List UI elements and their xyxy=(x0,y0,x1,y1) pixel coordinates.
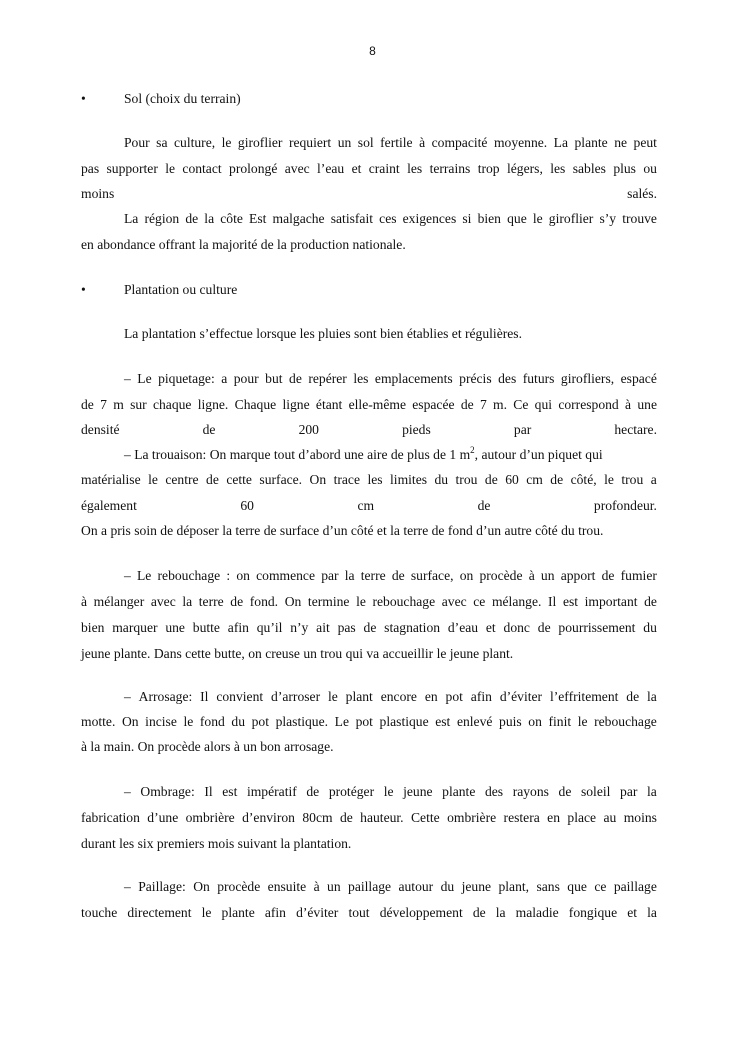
word: centre xyxy=(165,472,199,487)
word: de xyxy=(363,620,377,635)
word: mélanger xyxy=(93,594,145,609)
word: donc xyxy=(503,620,530,635)
word: motte. xyxy=(81,714,116,729)
word: le xyxy=(327,689,338,704)
word: – xyxy=(124,371,131,386)
word: jeune xyxy=(403,784,433,799)
word: mélange. xyxy=(491,594,542,609)
word: étant xyxy=(315,397,343,412)
word: le xyxy=(577,714,588,729)
word: pot xyxy=(445,689,463,704)
word: la xyxy=(495,905,506,920)
word: de xyxy=(477,498,491,513)
word: paillage xyxy=(348,879,392,894)
word: La xyxy=(553,135,569,150)
word: que xyxy=(567,879,587,894)
word: surface. xyxy=(259,472,303,487)
word: pas xyxy=(337,620,356,635)
word: – xyxy=(124,689,131,704)
word: cette xyxy=(226,472,252,487)
word: 60 xyxy=(505,472,519,487)
word: densité xyxy=(81,422,120,437)
word: région xyxy=(144,211,180,226)
word: hectare. xyxy=(614,422,657,437)
word: avec xyxy=(441,594,467,609)
word: ce xyxy=(473,594,486,609)
word: but xyxy=(265,371,283,386)
word: un xyxy=(540,568,555,583)
word: enlevé xyxy=(456,714,493,729)
paragraph-line xyxy=(81,809,657,827)
paragraph-line xyxy=(81,878,657,896)
paragraph-line xyxy=(81,593,657,611)
word: convient xyxy=(216,689,264,704)
word: légers, xyxy=(506,161,543,176)
paragraph-line: jeune plante. Dans cette butte, on creuse un trou qui va accueillir le jeune plant. xyxy=(81,646,514,661)
word: plante xyxy=(442,784,476,799)
paragraph-line xyxy=(81,421,657,439)
word: procède xyxy=(479,568,523,583)
word: ensuite xyxy=(267,879,307,894)
word: afin xyxy=(470,689,492,704)
word: de xyxy=(289,371,302,386)
word: de xyxy=(81,397,94,412)
word: du xyxy=(440,879,455,894)
word: le xyxy=(604,472,614,487)
word: ait xyxy=(316,620,330,635)
word: fond. xyxy=(249,594,279,609)
word: en xyxy=(547,810,561,825)
word: le xyxy=(165,161,176,176)
word: On xyxy=(284,594,302,609)
word: procède xyxy=(217,879,261,894)
word: trouve xyxy=(622,211,657,226)
word: m xyxy=(113,397,124,412)
word: Pour xyxy=(124,135,150,150)
word: d’éviter xyxy=(296,905,339,920)
word: la xyxy=(647,905,657,920)
word: pour xyxy=(233,371,259,386)
word: craint xyxy=(368,161,400,176)
bullet-icon: • xyxy=(81,282,86,297)
word: limites xyxy=(390,472,428,487)
paragraph-line xyxy=(81,688,657,706)
word: du xyxy=(434,472,449,487)
word: si xyxy=(462,211,472,226)
word: les xyxy=(353,371,369,386)
text-segment: – La trouaison: On marque tout d’abord une aire de plus de 1 m xyxy=(124,447,471,462)
word: pieds xyxy=(402,422,431,437)
bullet-heading-plantation xyxy=(81,281,657,299)
section-title: Sol (choix du terrain) xyxy=(124,91,241,106)
word: trace xyxy=(333,472,360,487)
word: qui xyxy=(534,397,553,412)
word: salés. xyxy=(627,186,657,201)
word: l’effritement xyxy=(549,689,619,704)
paragraph-line xyxy=(81,210,657,228)
word: maladie xyxy=(515,905,559,920)
word: précis xyxy=(459,371,492,386)
word: encore xyxy=(380,689,417,704)
word: on xyxy=(528,714,542,729)
word: du xyxy=(643,620,657,635)
word: le xyxy=(532,211,543,226)
word: butte xyxy=(192,620,220,635)
word: de xyxy=(206,472,219,487)
word: de xyxy=(460,397,474,412)
word: pot xyxy=(355,714,373,729)
word: espacé xyxy=(620,371,657,386)
word: la xyxy=(646,784,657,799)
word: de xyxy=(391,568,405,583)
word: également xyxy=(81,498,137,513)
word: terrains xyxy=(429,161,471,176)
word: la xyxy=(204,211,215,226)
word: soleil xyxy=(580,784,611,799)
word: trou xyxy=(455,472,478,487)
word: une xyxy=(637,397,657,412)
word: le xyxy=(148,472,158,487)
word: fumier xyxy=(620,568,657,583)
paragraph-line xyxy=(81,134,657,152)
word: la xyxy=(344,568,355,583)
word: de xyxy=(558,784,572,799)
word: s’y xyxy=(599,211,617,226)
word: emplacements xyxy=(374,371,453,386)
word: est xyxy=(562,594,579,609)
word: à xyxy=(313,879,320,894)
word: est xyxy=(222,784,238,799)
word: profondeur. xyxy=(593,498,657,513)
word: le xyxy=(356,594,366,609)
word: cm xyxy=(526,472,543,487)
word: côté, xyxy=(570,472,597,487)
word: Il xyxy=(204,784,213,799)
word: des xyxy=(484,784,504,799)
word: afin xyxy=(264,905,286,920)
word: on xyxy=(236,568,250,583)
word: directement xyxy=(127,905,192,920)
word: moins xyxy=(81,186,115,201)
word: hauteur. xyxy=(360,810,404,825)
paragraph-line xyxy=(81,567,657,585)
word: du xyxy=(231,714,245,729)
page-number: 8 xyxy=(369,44,376,58)
word: 60 xyxy=(240,498,254,513)
word: d’éviter xyxy=(499,689,543,704)
word: en xyxy=(424,689,438,704)
word: d’arroser xyxy=(271,689,321,704)
word: exigences xyxy=(402,211,457,226)
word: sa xyxy=(156,135,168,150)
paragraph-line xyxy=(81,904,657,922)
word: à xyxy=(419,135,426,150)
word: Paillage: xyxy=(138,879,186,894)
word: 7 xyxy=(100,397,107,412)
word: trou xyxy=(621,472,644,487)
word: apport xyxy=(560,568,596,583)
word: que xyxy=(507,211,527,226)
word: de xyxy=(550,472,564,487)
word: de xyxy=(185,211,199,226)
word: ligne. xyxy=(197,397,229,412)
word: pot xyxy=(251,714,269,729)
word: de xyxy=(230,594,244,609)
word: restera xyxy=(503,810,540,825)
word: giroflier xyxy=(548,211,594,226)
word: à xyxy=(81,594,88,609)
word: qu’il xyxy=(256,620,283,635)
word: les xyxy=(407,161,423,176)
word: a xyxy=(650,472,657,487)
word: rebouchage xyxy=(157,568,221,583)
word: sol xyxy=(357,135,374,150)
word: d’eau xyxy=(447,620,479,635)
word: place xyxy=(567,810,597,825)
word: terre xyxy=(198,594,224,609)
word: afin xyxy=(227,620,249,635)
word: Le xyxy=(334,714,349,729)
word: plante xyxy=(574,135,608,150)
paragraph-line: en abondance offrant la majorité de la production nationale. xyxy=(81,237,406,252)
word: les xyxy=(550,161,566,176)
word: terre xyxy=(360,568,386,583)
word: termine xyxy=(307,594,350,609)
word: jeune xyxy=(461,879,492,894)
word: ces xyxy=(379,211,397,226)
word: par xyxy=(620,784,638,799)
word: rebouchage xyxy=(594,714,657,729)
word: peut xyxy=(633,135,657,150)
word: touche xyxy=(81,905,118,920)
word: n’y xyxy=(290,620,309,635)
word: Est xyxy=(249,211,267,226)
word: l’eau xyxy=(317,161,345,176)
word: giroflier xyxy=(237,135,283,150)
word: de xyxy=(306,784,320,799)
word: bien xyxy=(477,211,501,226)
word: le xyxy=(183,714,194,729)
word: par xyxy=(513,422,532,437)
word: plant xyxy=(345,689,373,704)
word: de xyxy=(484,472,498,487)
word: ombrière xyxy=(185,810,235,825)
word: – xyxy=(124,784,131,799)
paragraph-line xyxy=(81,713,657,731)
word: a xyxy=(221,371,228,386)
word: culture, xyxy=(173,135,216,150)
text-segment: , autour d’un piquet qui xyxy=(474,447,603,462)
word: de xyxy=(601,568,615,583)
word: les xyxy=(367,472,383,487)
word: bien xyxy=(81,620,105,635)
word: à xyxy=(625,397,632,412)
superscript: 2 xyxy=(470,445,475,455)
word: matérialise xyxy=(81,472,141,487)
word: et xyxy=(351,161,362,176)
word: 200 xyxy=(298,422,319,437)
word: la xyxy=(647,689,657,704)
word: d’environ xyxy=(242,810,295,825)
word: fertile xyxy=(380,135,413,150)
word: protéger xyxy=(328,784,375,799)
bullet-heading-sol xyxy=(81,90,657,108)
word: futurs xyxy=(522,371,555,386)
word: supporter xyxy=(106,161,158,176)
word: autour xyxy=(398,879,434,894)
word: est xyxy=(435,714,451,729)
paragraph-line: durant les six premiers mois suivant la plantation. xyxy=(81,836,352,851)
word: paillage xyxy=(613,879,657,894)
paragraph-line: La plantation s’effectue lorsque les pluies sont bien établies et régulières. xyxy=(124,326,522,341)
word: ombrière xyxy=(447,810,497,825)
word: prolongé xyxy=(229,161,278,176)
word: moyenne. xyxy=(493,135,548,150)
word: avec xyxy=(150,594,176,609)
word: On xyxy=(121,714,139,729)
paragraph-line xyxy=(81,619,657,637)
word: elle-même xyxy=(348,397,406,412)
paragraph-line xyxy=(81,185,657,203)
word: finit xyxy=(548,714,572,729)
word: tout xyxy=(348,905,370,920)
word: m. xyxy=(493,397,507,412)
word: sables xyxy=(572,161,606,176)
word: important xyxy=(584,594,638,609)
word: Chaque xyxy=(234,397,277,412)
word: Le xyxy=(137,371,152,386)
word: trop xyxy=(477,161,500,176)
word: 80cm xyxy=(302,810,333,825)
word: plastique xyxy=(379,714,429,729)
word: des xyxy=(498,371,517,386)
word: fabrication xyxy=(81,810,140,825)
word: girofliers, xyxy=(560,371,615,386)
word: ne xyxy=(614,135,628,150)
word: piquetage: xyxy=(158,371,215,386)
word: de xyxy=(472,905,486,920)
word: et xyxy=(627,905,638,920)
word: Ombrage: xyxy=(140,784,195,799)
word: rayons xyxy=(512,784,549,799)
word: pas xyxy=(81,161,100,176)
word: sans xyxy=(536,879,560,894)
word: développement xyxy=(379,905,463,920)
word: On xyxy=(193,879,210,894)
word: de xyxy=(626,689,640,704)
word: ou xyxy=(643,161,657,176)
word: et xyxy=(485,620,496,635)
paragraph-line xyxy=(81,160,657,178)
word: surface, xyxy=(410,568,454,583)
word: plante xyxy=(221,905,255,920)
word: le xyxy=(221,135,232,150)
paragraph-line xyxy=(81,497,657,515)
word: incise xyxy=(145,714,177,729)
word: satisfait xyxy=(330,211,374,226)
word: – xyxy=(124,568,131,583)
word: – xyxy=(124,879,131,894)
paragraph-line: à la main. On procède alors à un bon arrosage. xyxy=(81,739,334,754)
word: repérer xyxy=(308,371,347,386)
word: de xyxy=(644,594,657,609)
word: stagnation xyxy=(384,620,441,635)
paragraph-line xyxy=(81,370,657,388)
word: le xyxy=(201,905,212,920)
word: Il xyxy=(548,594,557,609)
word: pourrissement xyxy=(558,620,636,635)
word: d’une xyxy=(147,810,179,825)
word: on xyxy=(459,568,474,583)
paragraph-line: On a pris soin de déposer la terre de surface d’un côté et la terre de fond d’un autre côté du trou. xyxy=(81,523,604,538)
word: chaque xyxy=(152,397,192,412)
word: côte xyxy=(220,211,243,226)
word: Ce xyxy=(513,397,529,412)
word: une xyxy=(165,620,185,635)
word: de xyxy=(339,810,353,825)
word: un xyxy=(337,135,352,150)
word: de xyxy=(202,422,216,437)
word: correspond xyxy=(558,397,619,412)
word: plus xyxy=(613,161,636,176)
word: Il xyxy=(200,689,209,704)
word: Arrosage: xyxy=(138,689,193,704)
word: espacée xyxy=(412,397,455,412)
word: rebouchage xyxy=(372,594,436,609)
bullet-icon: • xyxy=(81,91,86,106)
word: contact xyxy=(182,161,222,176)
word: : xyxy=(226,568,231,583)
word: La xyxy=(124,211,139,226)
paragraph-line xyxy=(81,471,657,489)
paragraph-line xyxy=(81,446,657,464)
word: à xyxy=(528,568,535,583)
word: fongique xyxy=(568,905,618,920)
word: 7 xyxy=(479,397,487,412)
word: marquer xyxy=(112,620,158,635)
word: requiert xyxy=(288,135,332,150)
word: moins xyxy=(623,810,657,825)
word: plant, xyxy=(498,879,530,894)
word: plastique. xyxy=(275,714,329,729)
word: sur xyxy=(130,397,147,412)
word: cm xyxy=(357,498,375,513)
word: fond xyxy=(199,714,225,729)
word: le xyxy=(383,784,394,799)
word: puis xyxy=(499,714,522,729)
word: de xyxy=(537,620,551,635)
word: compacité xyxy=(431,135,488,150)
word: avec xyxy=(284,161,310,176)
word: commence xyxy=(256,568,315,583)
word: Le xyxy=(136,568,152,583)
word: malgache xyxy=(272,211,325,226)
paragraph-line xyxy=(81,396,657,414)
word: ce xyxy=(594,879,607,894)
word: impératif xyxy=(246,784,297,799)
word: la xyxy=(182,594,193,609)
section-title: Plantation ou culture xyxy=(124,282,238,297)
word: un xyxy=(327,879,341,894)
word: Cette xyxy=(410,810,440,825)
word: ligne xyxy=(282,397,310,412)
word: On xyxy=(309,472,327,487)
word: au xyxy=(603,810,617,825)
word: par xyxy=(321,568,339,583)
paragraph-line xyxy=(81,783,657,801)
